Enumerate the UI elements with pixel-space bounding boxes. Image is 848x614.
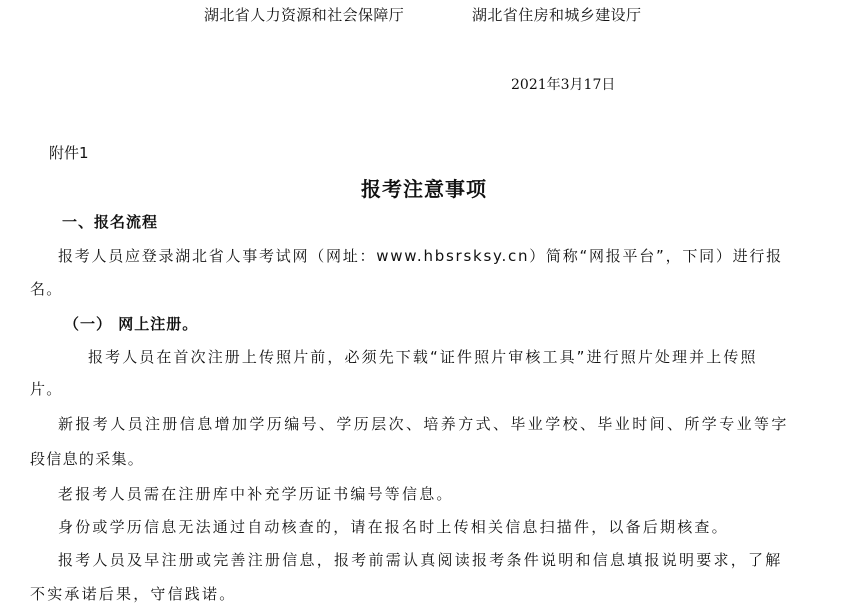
attachment-label: 附件1 <box>49 144 89 162</box>
subsection-heading-online-registration: （一） 网上注册。 <box>64 315 199 333</box>
verification-paragraph: 身份或学历信息无法通过自动核查的，请在报名时上传相关信息扫描件，以备后期核查。 <box>58 518 729 536</box>
returning-applicant-paragraph: 老报考人员需在注册库中补充学历证书编号等信息。 <box>58 485 454 503</box>
issuer-housing: 湖北省住房和城乡建设厅 <box>472 6 642 24</box>
new-applicant-paragraph-line-2: 段信息的采集。 <box>30 450 145 468</box>
document-date: 2021年3月17日 <box>511 77 616 93</box>
photo-paragraph-line-1: 报考人员在首次注册上传照片前，必须先下载“证件照片审核工具”进行照片处理并上传照 <box>88 348 758 366</box>
intro-paragraph-line-1: 报考人员应登录湖北省人事考试网（网址：www.hbsrsksy.cn）简称“网报平台”，下同）进行报 <box>58 247 783 265</box>
early-registration-paragraph-line-1: 报考人员及早注册或完善注册信息，报考前需认真阅读报考条件说明和信息填报说明要求，了解 <box>58 551 783 569</box>
new-applicant-paragraph-line-1: 新报考人员注册信息增加学历编号、学历层次、培养方式、毕业学校、毕业时间、所学专业等字 <box>58 415 789 433</box>
issuer-hrss: 湖北省人力资源和社会保障厅 <box>204 6 405 24</box>
intro-paragraph-line-2: 名。 <box>30 280 63 298</box>
photo-paragraph-line-2: 片。 <box>30 380 63 398</box>
early-registration-paragraph-line-2: 不实承诺后果，守信践诺。 <box>30 585 237 603</box>
page-title: 报考注意事项 <box>361 177 487 201</box>
section-heading-registration-process: 一、报名流程 <box>62 213 159 231</box>
